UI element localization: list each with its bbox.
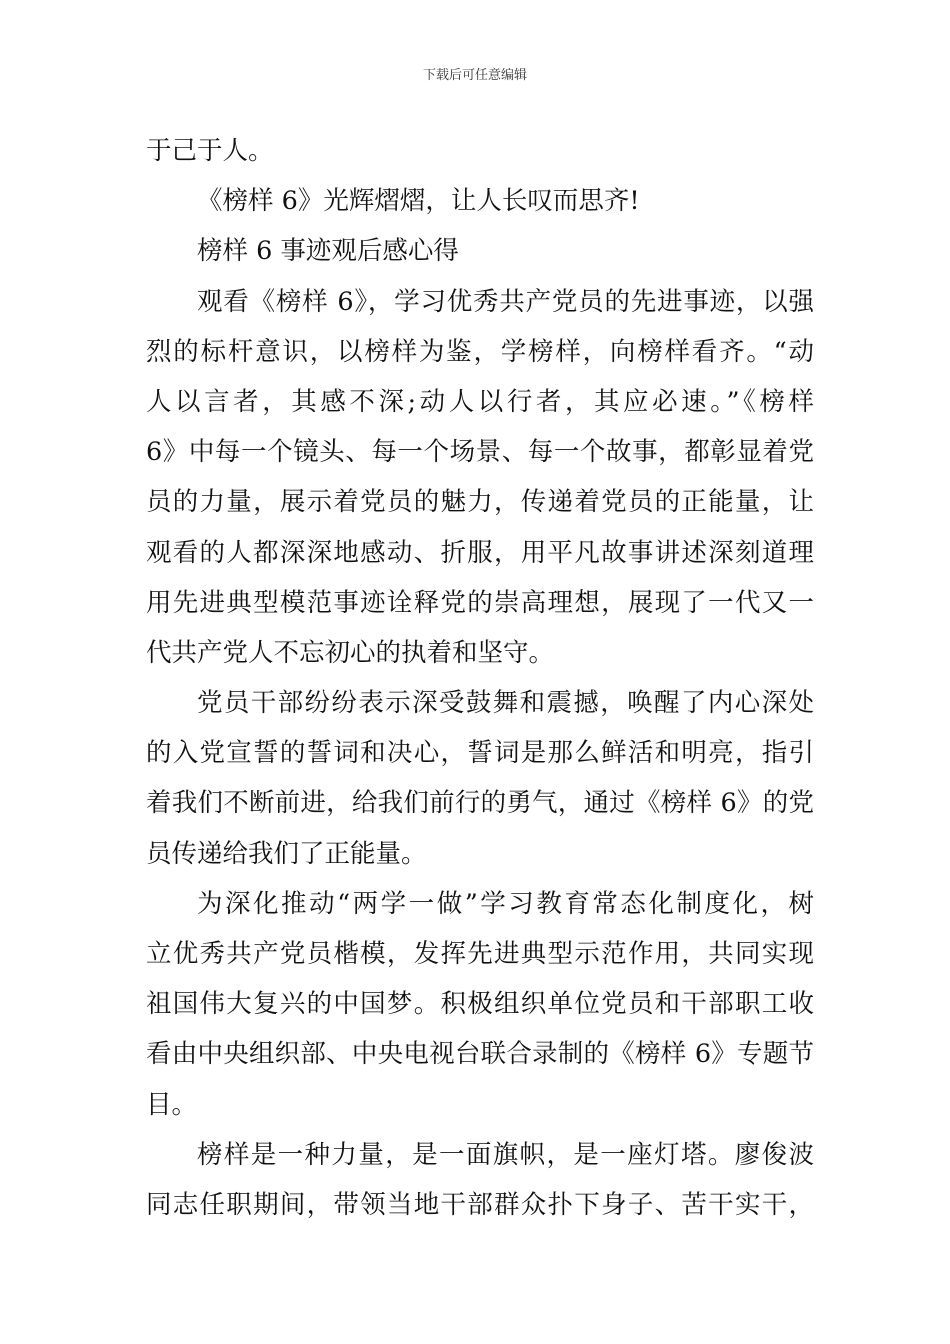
text-line: 着我们不断前进，给我们前行的勇气，通过《榜样 6》的党	[146, 788, 814, 819]
text-line: 于己于人。	[146, 136, 274, 166]
text-line: 用先进典型模范事迹诠释党的崇高理想，展现了一代又一	[146, 587, 814, 618]
text-line: 烈的标杆意识，以榜样为鉴，学榜样，向榜样看齐。“动	[146, 336, 814, 367]
text-line: 榜样 6 事迹观后感心得	[197, 236, 459, 267]
text-line: 的入党宣誓的誓词和决心，誓词是那么鲜活和明亮，指引	[146, 738, 814, 769]
text-line: 员传递给我们了正能量。	[146, 838, 427, 869]
text-line: 观看《榜样 6》，学习优秀共产党员的先进事迹，以强	[197, 286, 814, 317]
text-line: 榜样是一种力量，是一面旗帜，是一座灯塔。廖俊波	[197, 1139, 814, 1170]
text-line: 同志任职期间，带领当地干部群众扑下身子、苦干实干，	[146, 1189, 814, 1220]
page-header-note: 下载后可任意编辑	[422, 68, 527, 83]
text-line: 员的力量，展示着党员的魅力，传递着党员的正能量，让	[146, 487, 814, 518]
text-line: 党员干部纷纷表示深受鼓舞和震撼，唤醒了内心深处	[197, 688, 814, 719]
text-line: 立优秀共产党员楷模，发挥先进典型示范作用，共同实现	[146, 939, 814, 969]
text-line: 代共产党人不忘初心的执着和坚守。	[146, 637, 555, 668]
document-body	[146, 131, 814, 1235]
text-line: 为深化推动“两学一做”学习教育常态化制度化，树	[197, 888, 814, 919]
text-line: 《榜样 6》光辉熠熠，让人长叹而思齐!	[197, 186, 640, 217]
text-line: 祖国伟大复兴的中国梦。积极组织单位党员和干部职工收	[146, 989, 814, 1020]
text-line: 看由中央组织部、中央电视台联合录制的《榜样 6》专题节	[146, 1039, 814, 1070]
text-line: 人以言者，其感不深;动人以行者，其应必速。”《榜样	[146, 386, 814, 417]
text-line: 观看的人都深深地感动、折服，用平凡故事讲述深刻道理	[146, 537, 814, 568]
text-line: 目。	[146, 1089, 198, 1120]
text-line: 6》中每一个镜头、每一个场景、每一个故事，都彰显着党	[146, 437, 814, 468]
